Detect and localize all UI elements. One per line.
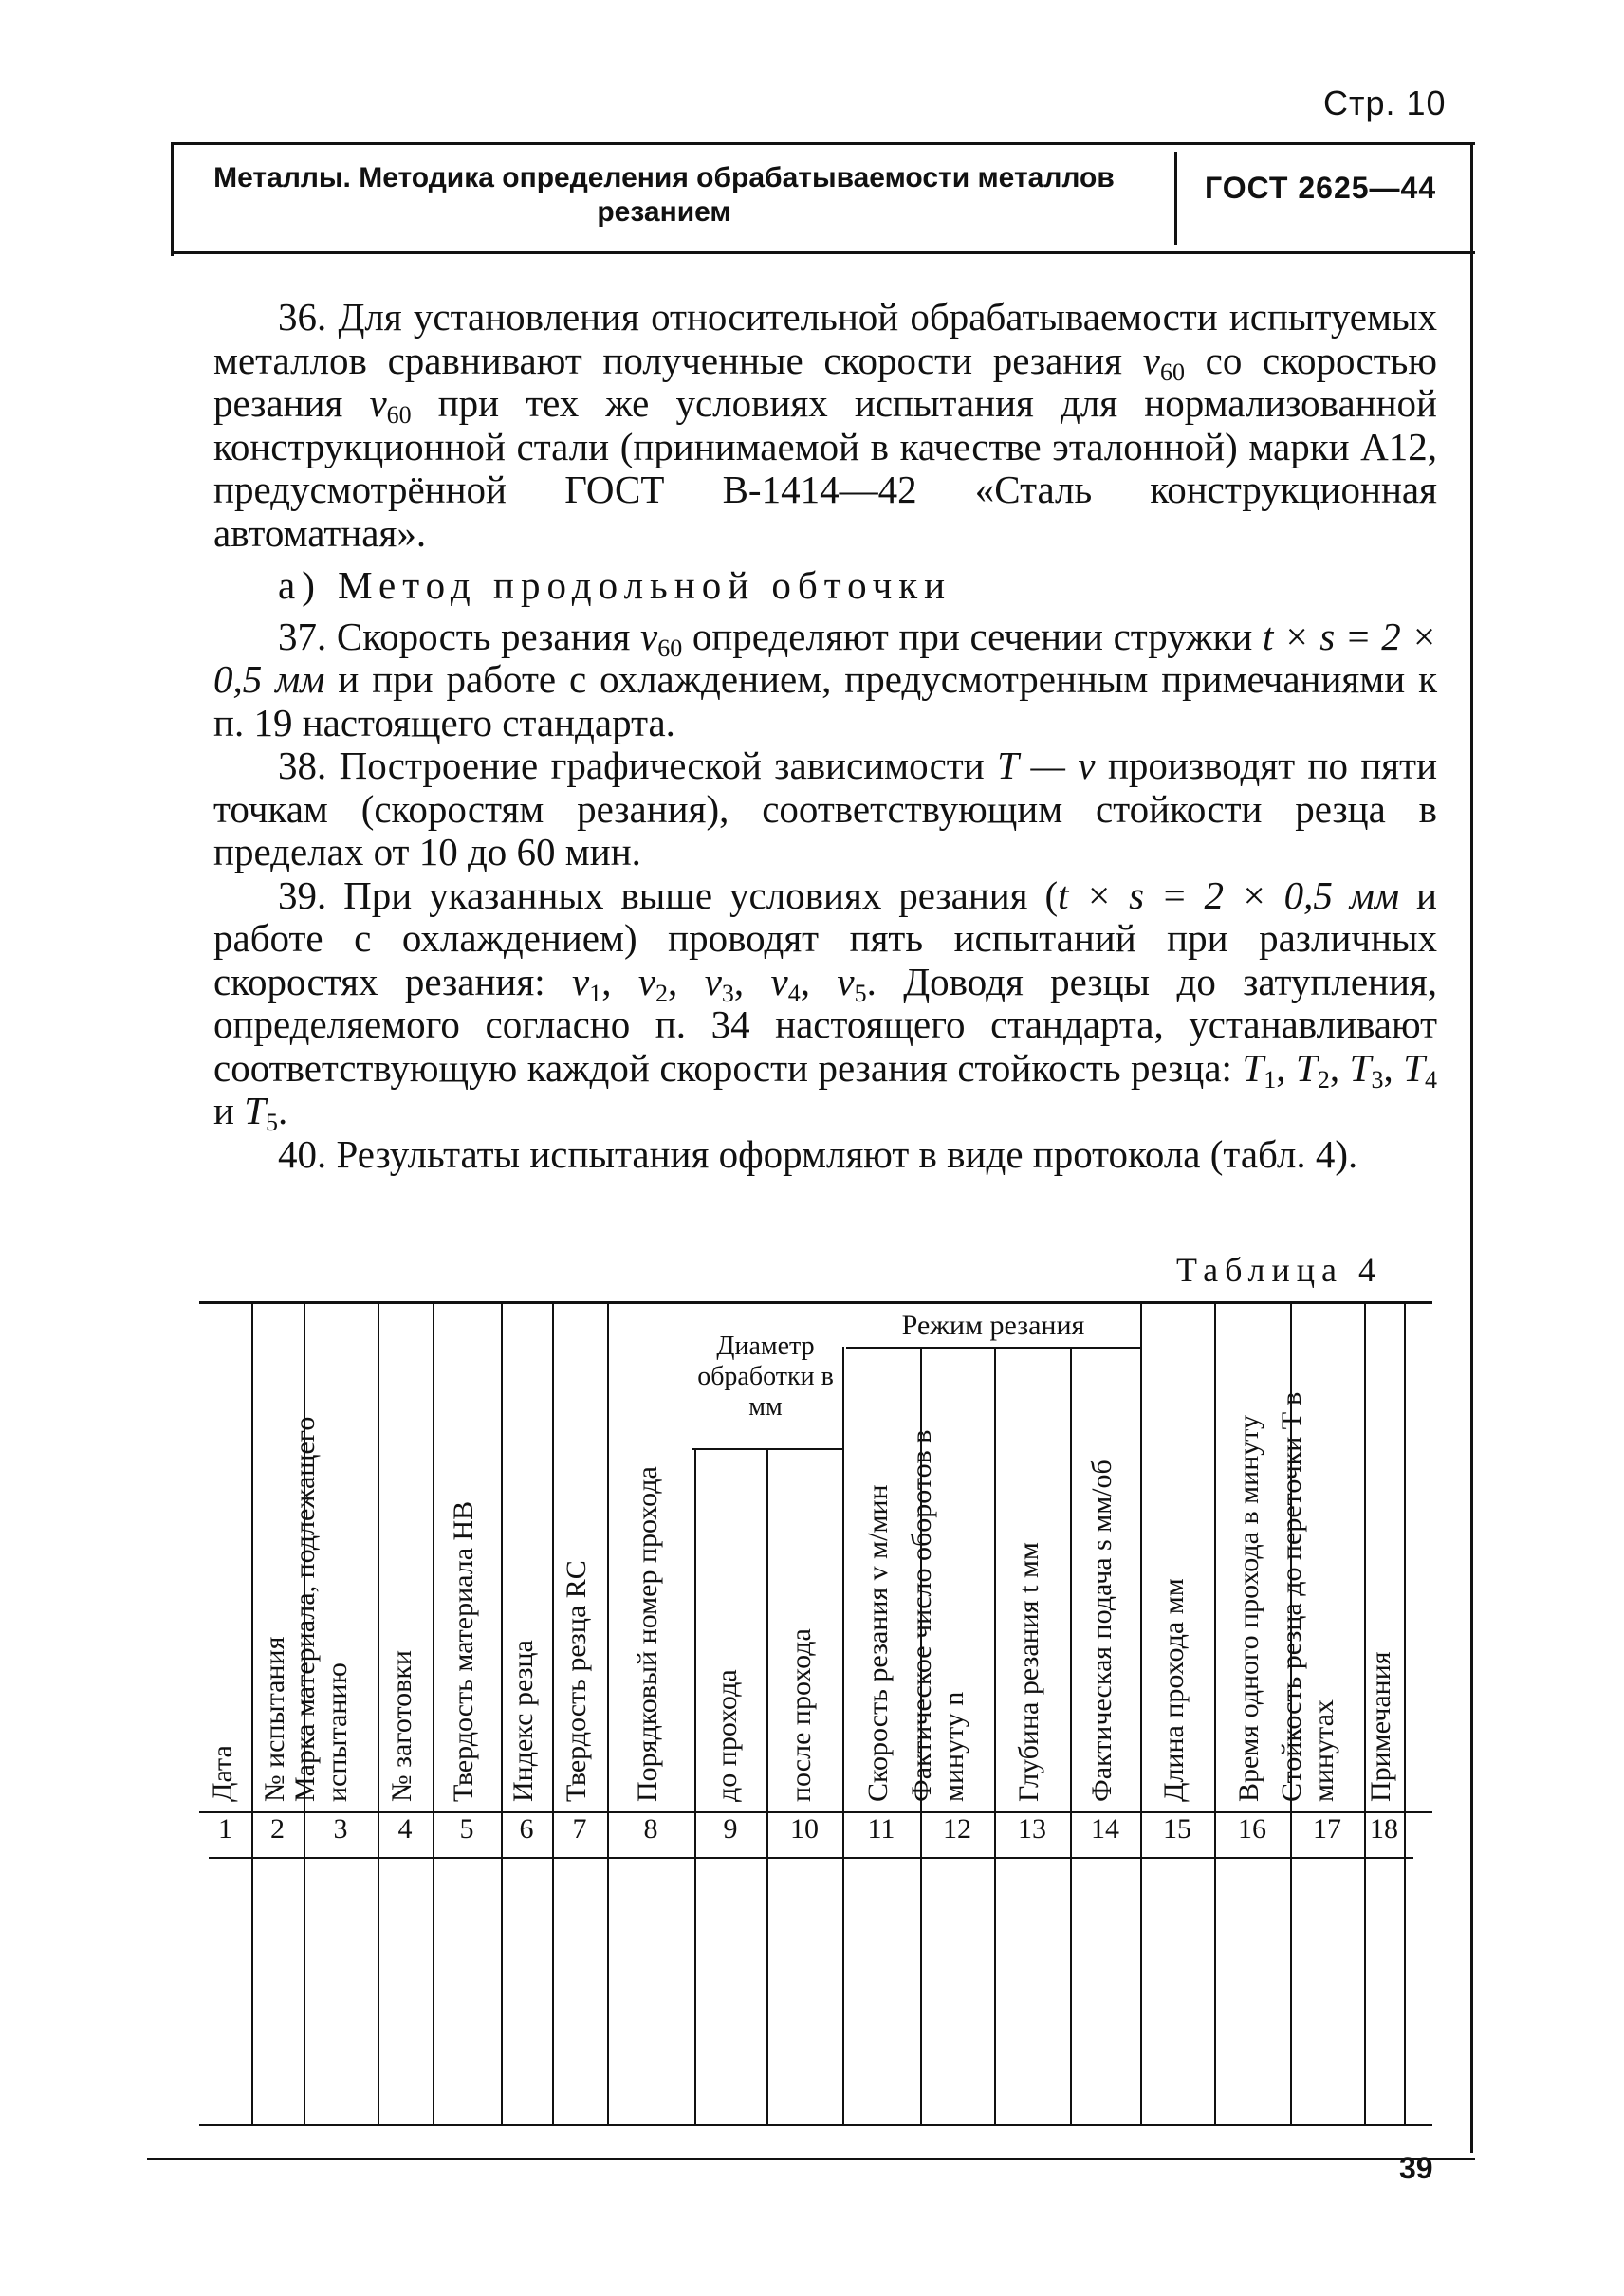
column-header-diameter-before [694,1448,766,1811]
mode-group-header: Режим резания [901,1310,1085,1341]
column-number: 10 [790,1813,819,1845]
paragraph-38: 38. Построение графической зависимости T — v производят по пяти точкам (скоростям резания), соответствующим стойкости резца в пределах от 10 до 60 мин. [213,744,1438,873]
column-header-tool-life [1276,1301,1364,1811]
column-header-text: Марка материала, подлежащего испытанию [289,1416,353,1802]
document-title: Металлы. Методика определения обрабатываемости металлов резанием [213,162,1115,228]
body-text [213,296,1437,1176]
column-header-text: Время одного прохода в минуту [1233,1415,1264,1802]
column-header-text: № испытания [258,1636,290,1802]
column-header-text: Глубина резания t мм [1013,1542,1044,1802]
column-header-cut-depth [994,1347,1070,1811]
paragraph-39: 39. При указанных выше условиях резания (t × s = 2 × 0,5 мм и работе с охлаждением) проводят пять испытаний при различных скоростях резания: $v_1$, $v_2$, $v_3$, $v_4$, $v_5$. Доводя резцы до затупления, определяемого согласно п. 34 настоящего стандарта, устанавливают соответствующую каждой скорости резания стойкость резца: $T_1$, $T_2$, $T_3$, $T_4$ и $T_5$. [213,872,1438,1136]
column-number: 18 [1370,1813,1398,1845]
column-number: 8 [643,1813,658,1845]
column-header-text: Длина прохода мм [1158,1578,1190,1802]
column-number: 11 [867,1813,895,1845]
standard-number: ГОСТ 2625—44 [1205,171,1437,205]
paragraph-36: 36. Для установления относительной обрабатываемости испытуемых металлов сравнивают полученные скорости резания $v_{60}$ со скоростью резания $v_{60}$ при тех же условиях испытания для нормализованной конструкционной стали (принимаемой в качестве эталонной) марки А12, предусмотрённой ГОСТ В-1414—42 «Сталь конструкционная автоматная». [213,295,1438,555]
column-number: 1 [218,1813,232,1845]
column-number: 3 [333,1813,348,1845]
column-number: 6 [519,1813,534,1845]
column-header-pass-length [1140,1301,1214,1811]
column-number: 17 [1313,1813,1341,1845]
column-header-text: Скорость резания v м/мин [862,1484,894,1802]
column-header-date [199,1301,251,1811]
column-header-text: после прохода [785,1628,817,1802]
column-header-text: Твердость резца RC [561,1560,592,1802]
header-left-rule [171,142,174,256]
table-4 [199,1301,1432,2126]
column-header-text: № заготовки [386,1650,417,1802]
column-number: 5 [459,1813,474,1845]
column-number: 4 [397,1813,413,1845]
diameter-group-header: Диаметр обработки в мм [697,1332,834,1422]
header-top-rule [171,142,1475,145]
column-header-diameter-after [766,1448,842,1811]
method-heading: а) Метод продольной обточки [278,563,952,607]
column-number: 9 [723,1813,738,1845]
table-caption: Таблица 4 [1176,1251,1382,1289]
column-header-text: Стойкость резца до переточки T в минутах [1276,1391,1339,1802]
column-header-tool-index [501,1301,552,1811]
column-header-feed [1070,1347,1140,1811]
page-number: 39 [1399,2151,1433,2185]
page-bottom-rule [147,2158,1475,2160]
column-header-material-grade [289,1301,378,1811]
table-bottom-rule [199,2124,1432,2126]
page-right-border [1470,142,1473,2153]
column-header-text: Фактическое число оборотов в минуту n [906,1429,969,1802]
column-header-tool-hardness [552,1301,607,1811]
column-number: 14 [1091,1813,1119,1845]
column-header-text: Примечания [1365,1651,1396,1802]
column-header-text: до прохода [711,1669,743,1802]
column-number: 15 [1163,1813,1191,1845]
column-header-notes [1364,1301,1404,1811]
column-header-blank-no [378,1301,433,1811]
column-header-text: Порядковый номер прохода [632,1466,663,1802]
column-number: 13 [1018,1813,1046,1845]
column-header-text: Фактическая подача s мм/об [1086,1460,1117,1802]
column-number: 12 [943,1813,971,1845]
paragraph-40: 40. Результаты испытания оформляют в виде протокола (табл. 4). [278,1131,1358,1176]
table-numbers-bottom-rule [209,1857,1413,1859]
column-number: 7 [572,1813,587,1845]
paragraph-37: 37. Скорость резания $v_{60}$ определяют при сечении стружки t × s = 2 × 0,5 мм и при работе с охлаждением, предусмотренным примечаниями к п. 19 настоящего стандарта. [213,614,1437,744]
header-divider [1174,152,1177,245]
page-reference: Стр. 10 [1323,83,1447,122]
header-bottom-rule [171,251,1475,254]
column-header-pass-no [607,1301,694,1811]
column-number: 16 [1238,1813,1266,1845]
column-header-text: Индекс резца [508,1640,539,1802]
column-header-text: Твердость материала HB [448,1500,479,1802]
table-right-rule [1404,1301,1406,2124]
column-header-material-hardness [433,1301,501,1811]
column-header-text: Дата [206,1745,238,1802]
column-number: 2 [270,1813,285,1845]
column-header-spindle-rpm [906,1347,994,1811]
